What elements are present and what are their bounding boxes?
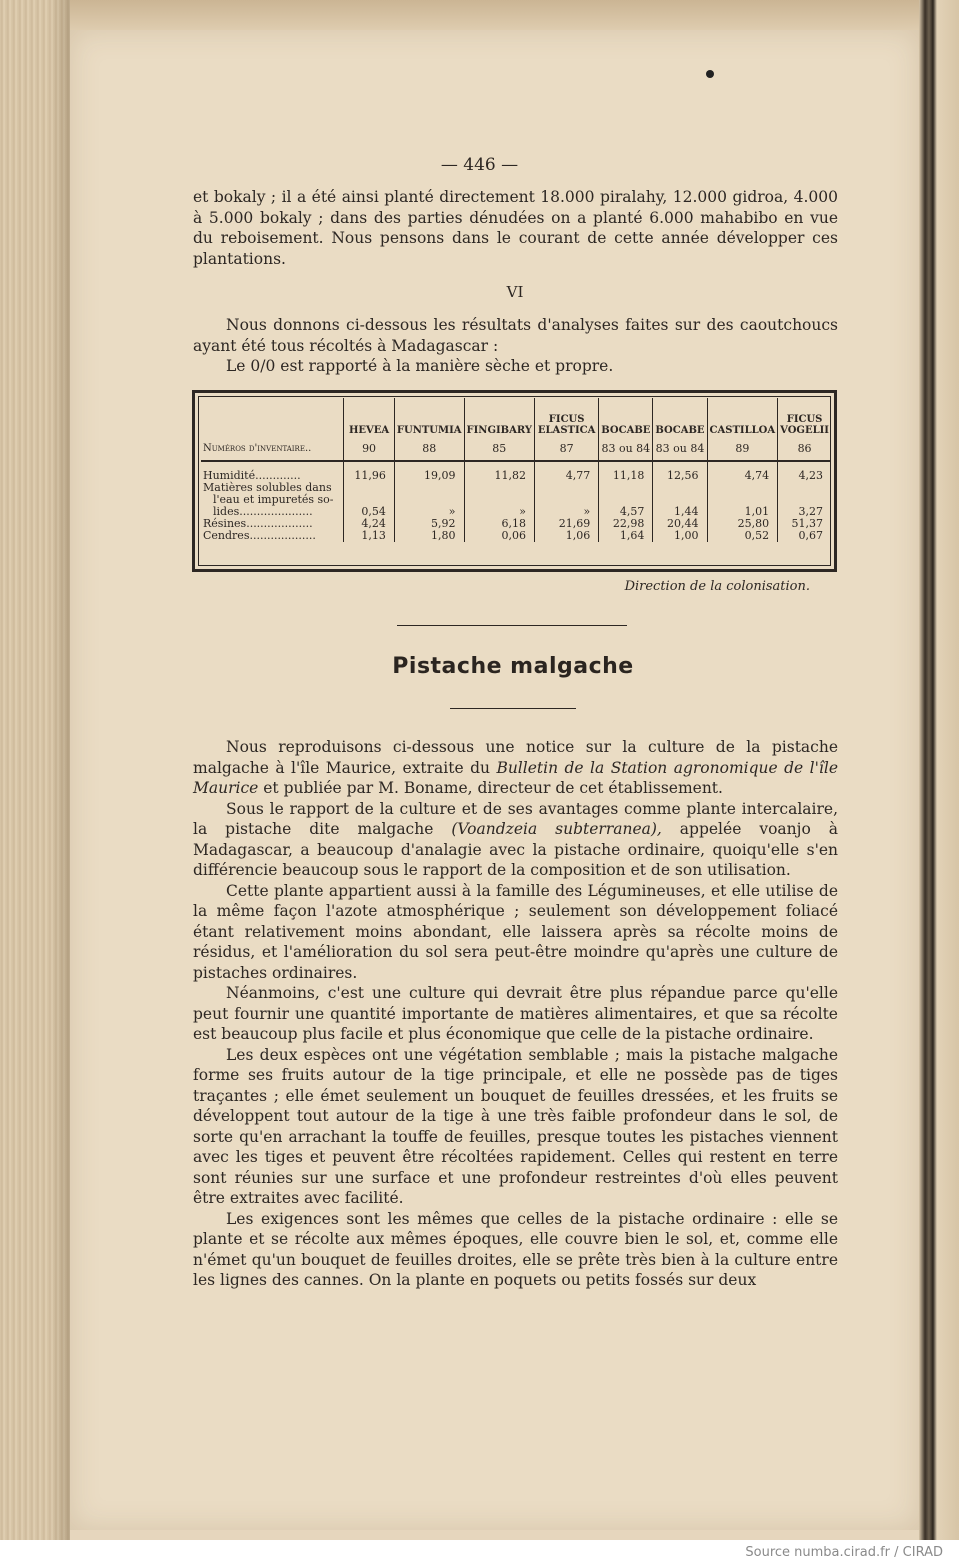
table-cell: 11,82 [464, 470, 535, 482]
row-label: l'eau et impuretés so- [213, 493, 334, 506]
table-cell: 90 [344, 436, 395, 461]
article-title: Pistache malgache [392, 654, 634, 679]
table-header-cell: CASTILLOA [707, 398, 778, 436]
article-paragraph: Néanmoins, c'est une culture qui devrait être plus répandue parce qu'elle peut fournir une quantité importante de matières alimentaires, et que sa récolte est beaucoup plus facile et plus économique que celle de la pistache ordinaire. [193, 984, 838, 1043]
table-cell: » [535, 506, 599, 518]
table-header-cell: FUNTUMIA [394, 398, 464, 436]
intro-paragraph: et bokaly ; il a été ainsi planté directement 18.000 piralahy, 12.000 gidroa, 4.000 à 5.000 bokaly ; dans des parties dénudées on a planté 6.000 mahabibo en vue du reboisement. Nous pensons dans le courant de cette année développer ces plantations. [193, 188, 838, 268]
table-cell: 85 [464, 436, 535, 461]
row-label: lides..................... [213, 505, 313, 518]
row-label: Résines................... [203, 517, 313, 530]
table-cell: 89 [707, 436, 778, 461]
source-footer: Source numba.cirad.fr / CIRAD [745, 1545, 943, 1560]
table-cell: 3,27 [778, 506, 831, 518]
analysis-intro-1: Nous donnons ci-dessous les résultats d'analyses faites sur des caoutchoucs ayant été tous récoltés à Madagascar : [193, 316, 838, 355]
table-cell: 4,74 [707, 470, 778, 482]
book-page-stack-edge [0, 0, 70, 1540]
section-number: VI [506, 283, 524, 301]
table-cell: 88 [394, 436, 464, 461]
table-cell: 51,37 [778, 518, 831, 530]
book-spine-edge [919, 0, 959, 1540]
table-cell: 83 ou 84 [599, 436, 653, 461]
table-cell: 22,98 [599, 518, 653, 530]
row-label: Humidité............. [203, 469, 301, 482]
article-paragraph: Les exigences sont les mêmes que celles de la pistache ordinaire : elle se plante et se récolte aux mêmes époques, elle couvre bien le sol, et, comme elle n'émet qu'un bouquet de feuilles droites, elle se prête très bien à la culture entre les lignes des cannes. On la plante en poquets ou petits fossés sur deux [193, 1209, 838, 1289]
attribution: Direction de la colonisation. [624, 579, 810, 594]
inventory-label: Numéros d'inventaire.. [201, 436, 344, 461]
table-cell: 4,57 [599, 506, 653, 518]
table-cell: » [394, 506, 464, 518]
table-header-cell: FICUS ELASTICA [535, 398, 599, 436]
table-cell: 1,80 [394, 530, 464, 542]
row-label: Cendres................... [203, 529, 316, 542]
table-cell: 4,77 [535, 470, 599, 482]
table-cell: 4,24 [344, 518, 395, 530]
table-cell: » [464, 506, 535, 518]
title-underline-rule [450, 708, 576, 709]
row-label: Matières solubles dans [203, 481, 332, 494]
table-cell: 19,09 [394, 470, 464, 482]
article-paragraph: Les deux espèces ont une végétation semblable ; mais la pistache malgache forme ses fruits autour de la tige principale, et elle ne possède pas de tiges traçantes ; elle émet seulement un bouquet de feuilles dressées, et les fruits se développent tout autour de la tige à une très faible profondeur dans le sol, de sorte qu'en arrachant la touffe de feuilles, presque toutes les pistaches viennent avec les tiges et peuvent être récoltées rapidement. Celles qui restent en terre sont réunies sur une surface et une profondeur restreintes d'où elles peuvent être extraites avec facilité. [193, 1045, 838, 1207]
analysis-intro-2: Le 0/0 est rapporté à la manière sèche et propre. [226, 357, 614, 375]
table-cell: 12,56 [653, 470, 707, 482]
table-cell: 1,64 [599, 530, 653, 542]
analysis-table-frame [192, 390, 837, 572]
table-cell: 0,67 [778, 530, 831, 542]
table-header-cell: HEVEA [344, 398, 395, 436]
table-cell: 0,52 [707, 530, 778, 542]
table-cell: 1,01 [707, 506, 778, 518]
table-cell: 21,69 [535, 518, 599, 530]
article-paragraph: Cette plante appartient aussi à la famille des Légumineuses, et elle utilise de la même façon l'azote atmosphérique ; seulement son développement foliacé étant relativement moins abondant, elle laissera après sa récolte moins de résidus, et l'amélioration du sol sera peut-être moindre qu'après une culture de pistaches ordinaires. [193, 881, 838, 982]
table-cell: 25,80 [707, 518, 778, 530]
table-cell: 0,06 [464, 530, 535, 542]
table-cell: 1,44 [653, 506, 707, 518]
intro-paragraph-block [193, 187, 838, 269]
table-header-cell: FINGIBARY [464, 398, 535, 436]
table-cell: 11,18 [599, 470, 653, 482]
article-paragraph: Sous le rapport de la culture et de ses avantages comme plante intercalaire, la pistache dite malgache (Voandzeia subterranea), appelée voanjo à Madagascar, a beaucoup d'analagie avec la pistache ordinaire, quoiqu'elle s'en différencie beaucoup sous le rapport de la composition et de son utilisation. [193, 799, 838, 879]
table-header-cell: BOCABE [653, 398, 707, 436]
table-cell: 86 [778, 436, 831, 461]
table-inventory-row [201, 436, 831, 461]
table-cell: 11,96 [344, 470, 395, 482]
table-header-empty [201, 398, 344, 436]
analysis-table [201, 398, 831, 542]
ink-dot [706, 70, 714, 78]
table-cell: 1,13 [344, 530, 395, 542]
table-cell: 83 ou 84 [653, 436, 707, 461]
table-header-cell: BOCABE [599, 398, 653, 436]
article-paragraph: Nous reproduisons ci-dessous une notice sur la culture de la pistache malgache à l'île Maurice, extraite du Bulletin de la Station agronomique de l'île Maurice et publiée par M. Boname, directeur de cet établissement. [193, 738, 838, 797]
table-cell: 20,44 [653, 518, 707, 530]
table-cell: 1,06 [535, 530, 599, 542]
article-body [193, 737, 838, 1291]
analysis-intro-block [193, 315, 838, 377]
table-cell: 0,54 [344, 506, 395, 518]
table-cell: 4,23 [778, 470, 831, 482]
table-row [201, 530, 831, 542]
table-cell: 1,00 [653, 530, 707, 542]
table-cell: 5,92 [394, 518, 464, 530]
table-cell: 6,18 [464, 518, 535, 530]
page-number: — 446 — [440, 155, 519, 175]
table-cell: 87 [535, 436, 599, 461]
table-header-cell: FICUS VOGELII [778, 398, 831, 436]
divider-rule [397, 625, 627, 626]
table-header-row [201, 398, 831, 436]
